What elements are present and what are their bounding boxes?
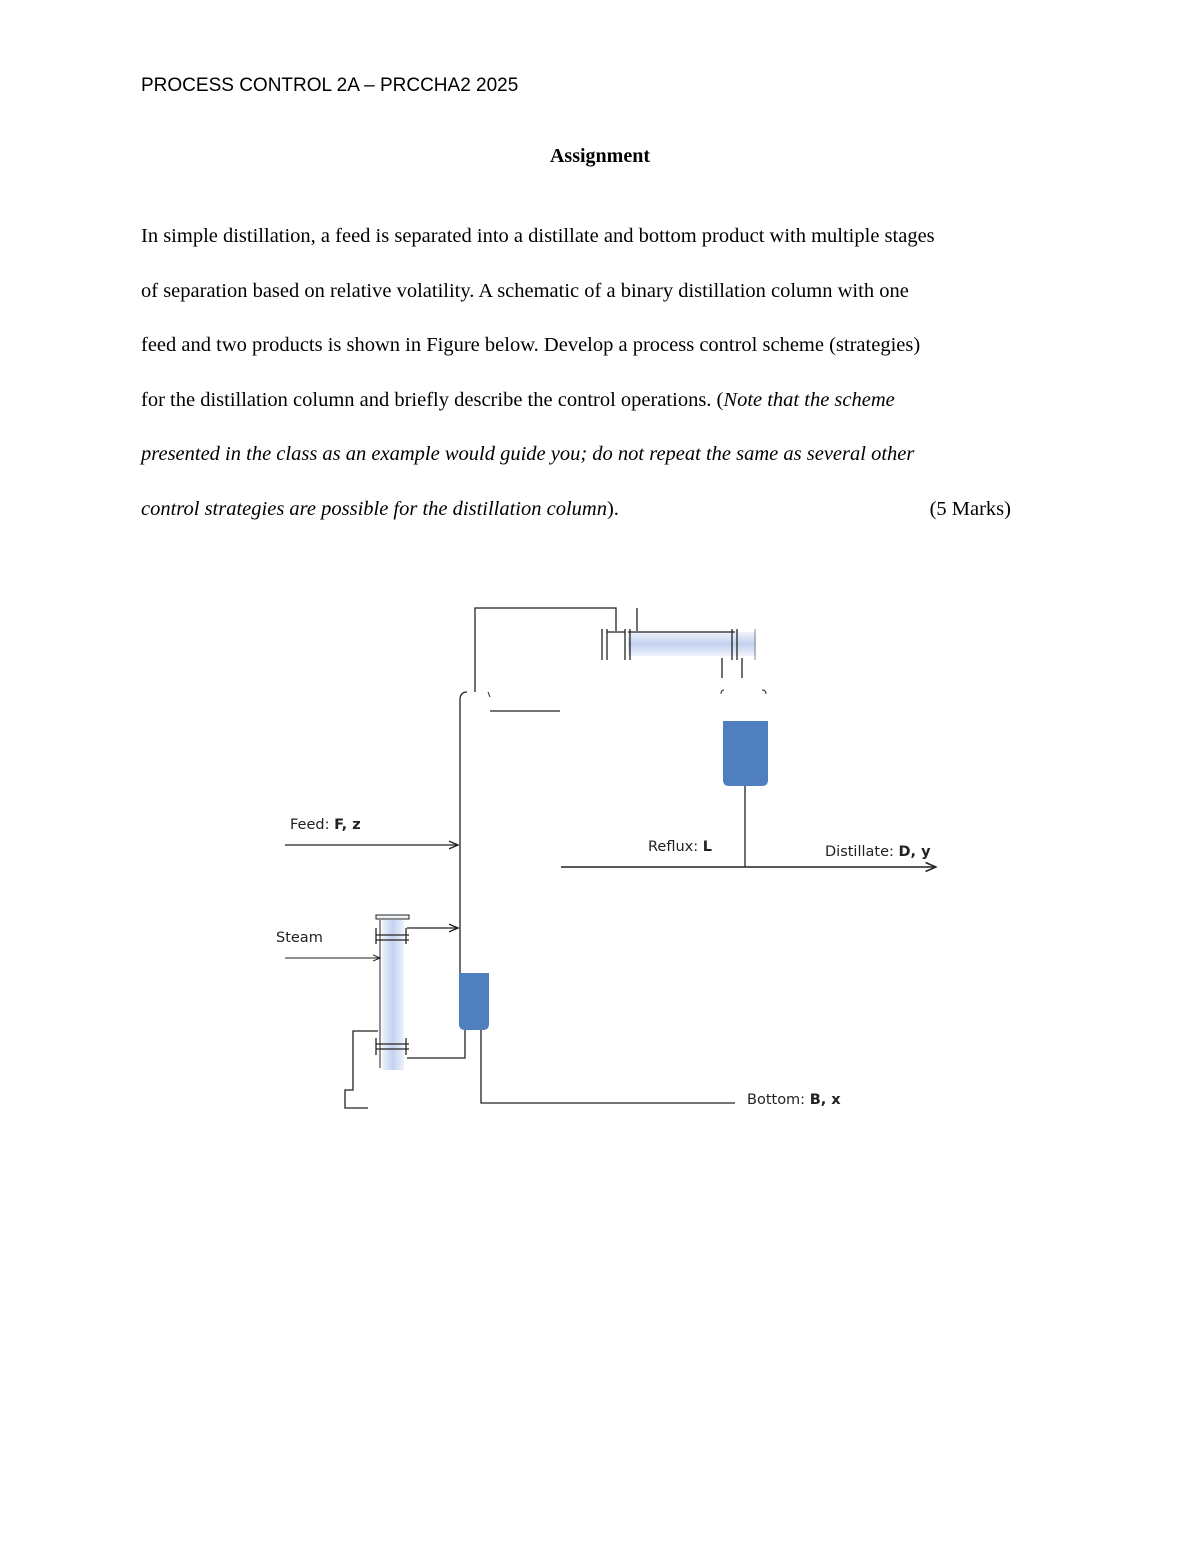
condensate-outlet [345,1031,378,1108]
vapor-overhead-line [475,608,637,692]
reflux-drum [721,690,768,867]
distillate-label: Distillate: D, y [825,844,931,860]
feed-label: Feed: F, z [290,817,361,833]
bottom-label: Bottom: B, x [747,1092,841,1108]
reboiler-feed-line [407,1030,465,1058]
paragraph-line-5-italic: presented in the class as an example would guide you; do not repeat the same as several other [141,443,915,465]
column-sump [459,973,489,1030]
condenser [602,629,756,678]
paragraph-line-1: In simple distillation, a feed is separated into a distillate and bottom product with multiple stages [141,225,935,247]
page-title: Assignment [549,145,650,167]
page-header: PROCESS CONTROL 2A – PRCCHA2 2025 [141,75,519,96]
steam-label: Steam [276,930,323,946]
paragraph-line-2: of separation based on relative volatility. A schematic of a binary distillation column with one [141,279,909,302]
paragraph-line-6-italic: control strategies are possible for the distillation column [141,497,607,520]
reboiler [376,915,409,1070]
paragraph-line-4-text: for the distillation column and briefly describe the control operations. ( [141,388,724,411]
paragraph-line-3: feed and two products is shown in Figure below. Develop a process control scheme (strategies) [141,334,921,356]
paragraph-line-6-end: ). [606,497,619,520]
paragraph-line-4-italic: Note that the scheme [723,388,895,411]
bottoms-line [481,1030,735,1103]
marks-label: (5 Marks) [929,497,1011,520]
reflux-label: Reflux: L [648,839,712,855]
